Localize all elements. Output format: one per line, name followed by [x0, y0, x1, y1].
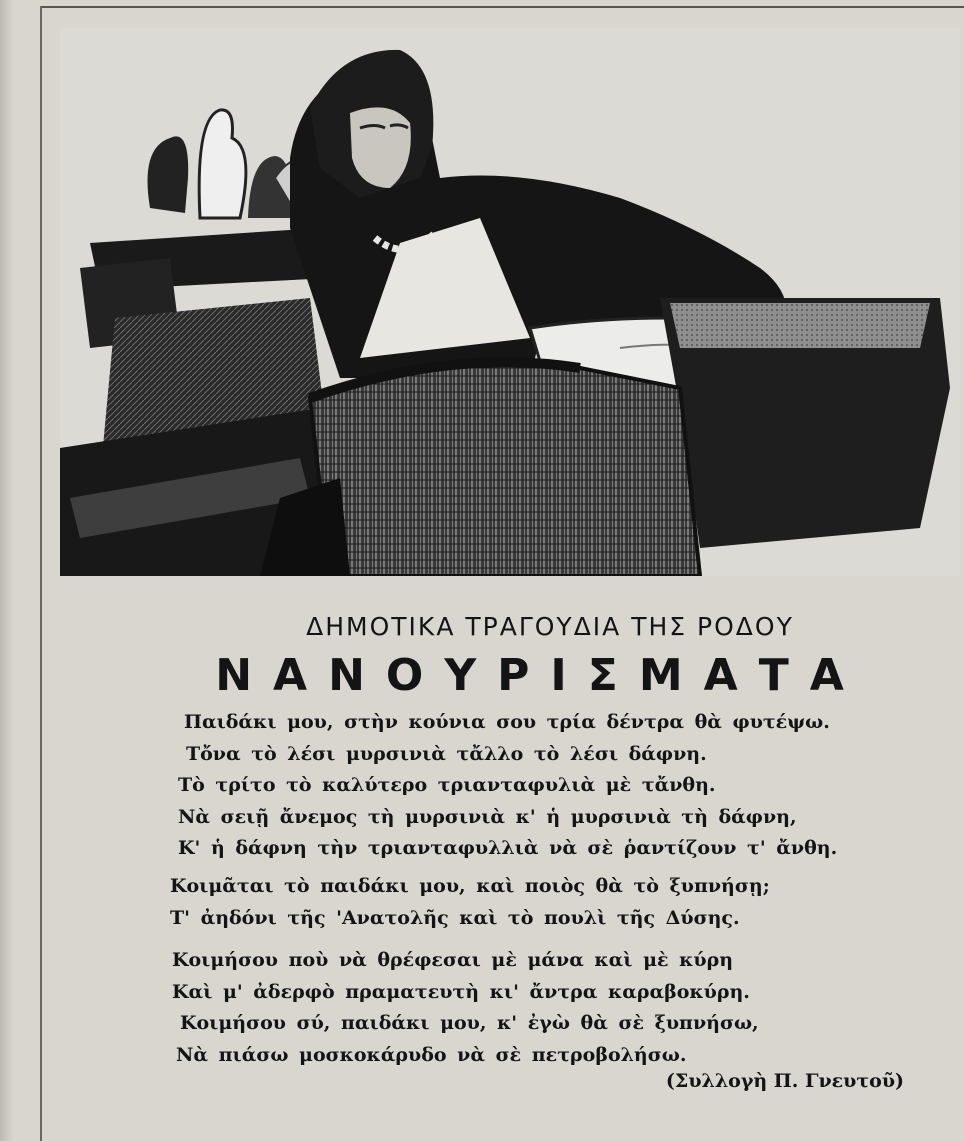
poem-line: Παιδάκι μου, στὴν κούνια σου τρία δέντρα θὰ φυτέψω.: [184, 711, 830, 733]
poem-line: Καὶ μ' ἀδερφὸ πραματευτὴ κι' ἄντρα καραβοκύρη.: [172, 980, 750, 1003]
poem-line: Κοιμήσου ποὺ νὰ θρέφεσαι μὲ μάνα καὶ μὲ κύρη: [172, 949, 734, 971]
poem-line: Τ' ἀηδόνι τῆς 'Ανατολῆς καὶ τὸ πουλὶ τῆς Δύσης.: [170, 906, 740, 929]
page-edge: [0, 0, 14, 1141]
poem-subtitle: ΔΗΜΟΤΙΚΑ ΤΡΑΓΟΥΔΙΑ ΤΗΣ ΡΟΔΟΥ: [306, 612, 794, 641]
left-rule: [40, 6, 42, 1141]
poem-line: Κοιμᾶται τὸ παιδάκι μου, καὶ ποιὸς θὰ τὸ ξυπνήσῃ;: [170, 875, 770, 897]
stanza-1: [170, 707, 850, 865]
poem-title: ΝΑΝΟΥΡΙΣΜΑΤΑ: [215, 650, 865, 701]
poem-line: Τὄνα τὸ λέσι μυρσινιὰ τἄλλο τὸ λέσι δάφνη.: [186, 742, 707, 765]
poem-line: Κ' ἡ δάφνη τὴν τριανταφυλλιὰ νὰ σὲ ῥαντίζουν τ' ἄνθη.: [178, 837, 838, 859]
stanza-3: [170, 945, 850, 1071]
woman-with-cradle-illustration: [60, 28, 960, 576]
stanza-2: [170, 871, 850, 934]
top-rule: [40, 6, 964, 8]
collection-credit: (Συλλογὴ Π. Γνευτοῦ): [665, 1070, 904, 1092]
poem-line: Νὰ πιάσω μοσκοκάρυδο νὰ σὲ πετροβολήσω.: [176, 1043, 687, 1066]
poem-line: Νὰ σειῇ ἄνεμος τὴ μυρσινιὰ κ' ἡ μυρσινιὰ τὴ δάφνη,: [178, 805, 797, 828]
poem-line: Τὸ τρίτο τὸ καλύτερο τριανταφυλιὰ μὲ τἄνθη.: [178, 774, 716, 796]
poem-line: Κοιμήσου σύ, παιδάκι μου, κ' ἐγὼ θὰ σὲ ξυπνήσω,: [180, 1012, 759, 1034]
